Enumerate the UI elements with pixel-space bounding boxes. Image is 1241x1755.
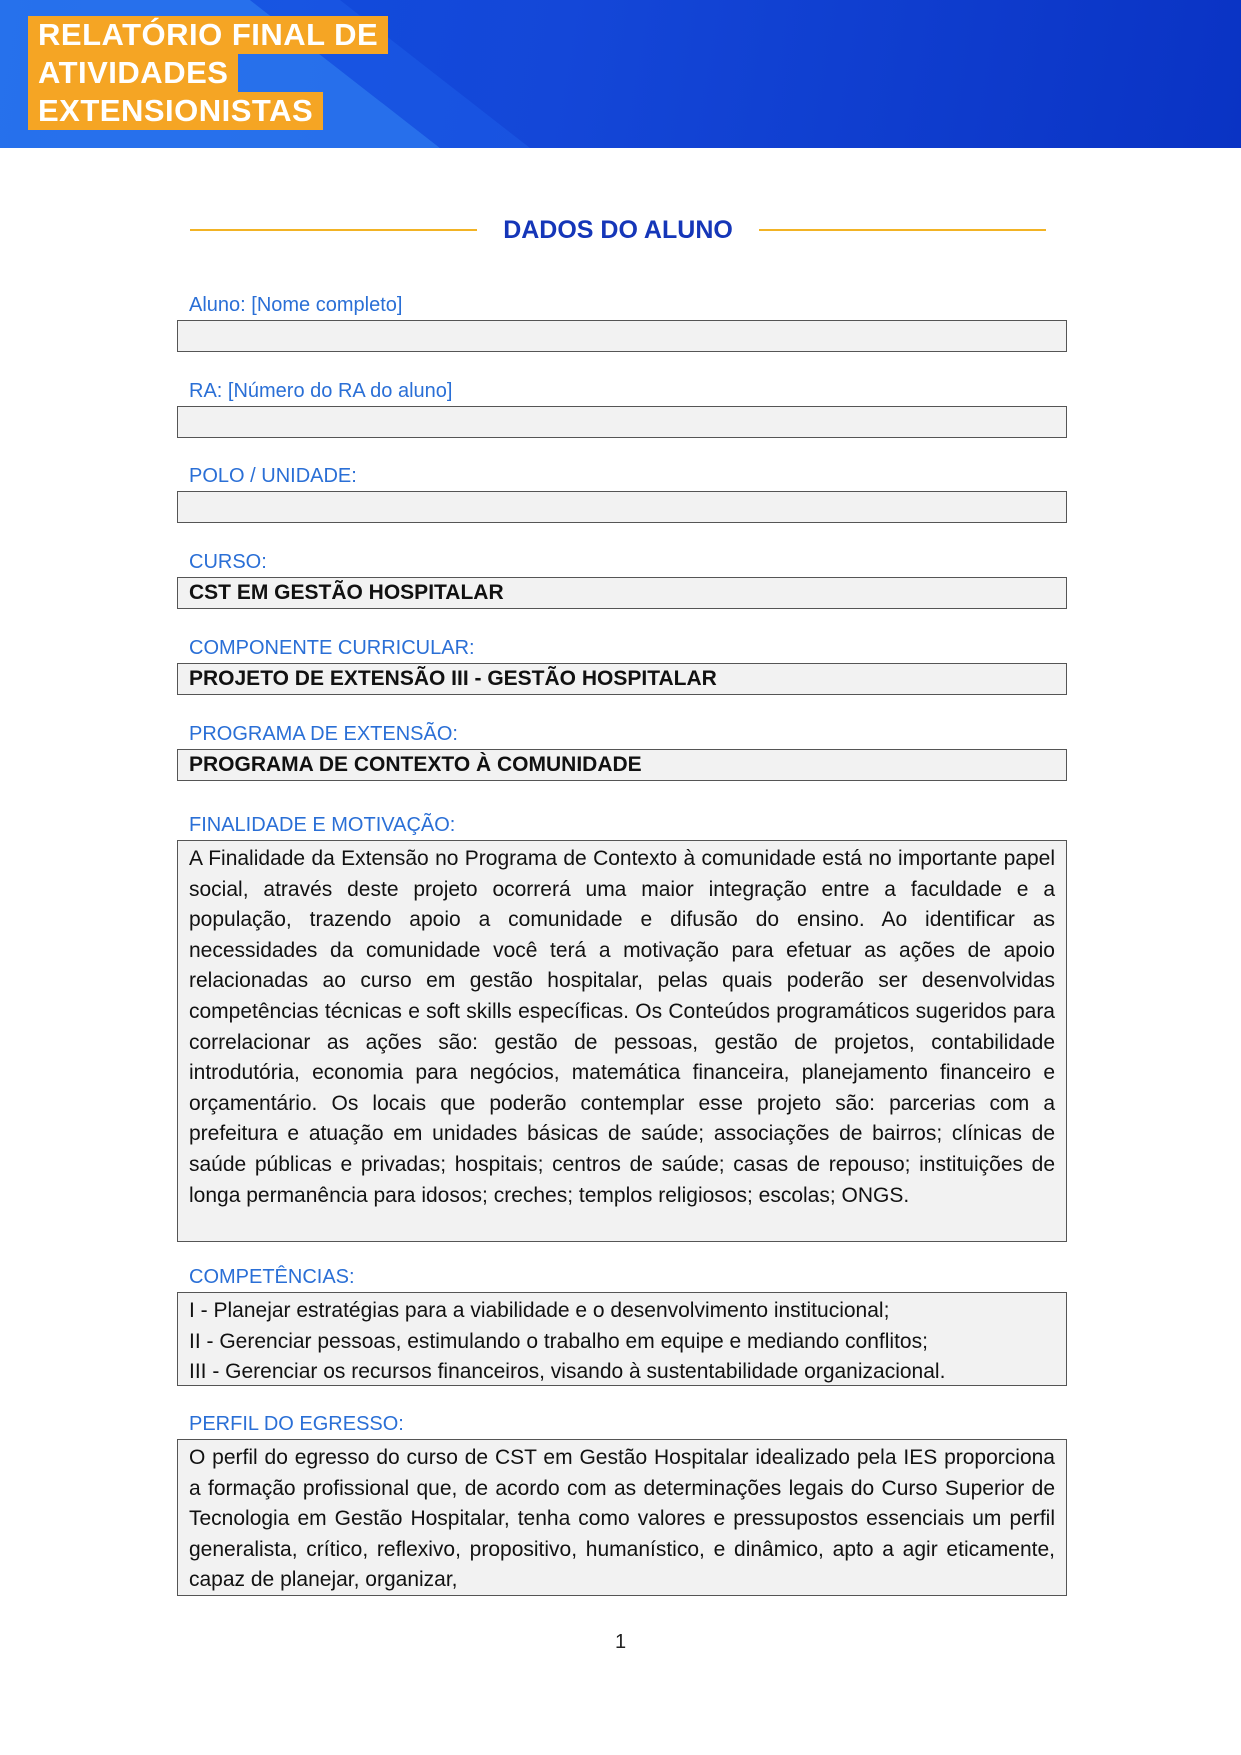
ra-input[interactable] (177, 406, 1067, 438)
report-title-line-3: EXTENSIONISTAS (28, 92, 323, 130)
report-title-line-1: RELATÓRIO FINAL DE (28, 16, 388, 54)
ra-label: RA: [Número do RA do aluno] (189, 380, 453, 402)
heading-rule-right (759, 229, 1046, 231)
competencias-list (177, 1292, 1067, 1386)
aluno-label: Aluno: [Nome completo] (189, 294, 403, 316)
polo-label: POLO / UNIDADE: (189, 465, 357, 487)
competencia-item: III - Gerenciar os recursos financeiros, visando à sustentabilidade organizacional. (189, 1360, 946, 1384)
section-heading (190, 208, 1046, 252)
curso-label: CURSO: (189, 551, 267, 573)
field-programa-extensao (177, 721, 1067, 781)
field-ra (177, 378, 1067, 438)
finalidade-label: FINALIDADE E MOTIVAÇÃO: (189, 814, 456, 836)
programa-value: PROGRAMA DE CONTEXTO À COMUNIDADE (177, 749, 1067, 781)
header-banner (0, 0, 1241, 148)
heading-rule-left (190, 229, 477, 231)
programa-label: PROGRAMA DE EXTENSÃO: (189, 723, 458, 745)
competencia-item: II - Gerenciar pessoas, estimulando o trabalho em equipe e mediando conflitos; (189, 1329, 928, 1353)
field-finalidade (177, 812, 1067, 1242)
polo-input[interactable] (177, 491, 1067, 523)
section-heading-text: DADOS DO ALUNO (503, 215, 733, 244)
field-componente-curricular (177, 635, 1067, 695)
competencias-label: COMPETÊNCIAS: (189, 1266, 355, 1288)
curso-value: CST EM GESTÃO HOSPITALAR (177, 577, 1067, 609)
field-perfil-egresso (177, 1411, 1067, 1596)
componente-value: PROJETO DE EXTENSÃO III - GESTÃO HOSPITALAR (177, 663, 1067, 695)
report-title (28, 16, 388, 130)
field-aluno (177, 292, 1067, 352)
field-polo (177, 463, 1067, 523)
field-competencias (177, 1264, 1067, 1386)
report-title-line-2: ATIVIDADES (28, 54, 238, 92)
perfil-label: PERFIL DO EGRESSO: (189, 1413, 404, 1435)
aluno-input[interactable] (177, 320, 1067, 352)
page-number: 1 (614, 1631, 627, 1653)
competencia-item: I - Planejar estratégias para a viabilidade e o desenvolvimento institucional; (189, 1299, 890, 1322)
finalidade-text: A Finalidade da Extensão no Programa de Contexto à comunidade está no importante papel social, através deste projeto ocorrerá uma maior integração entre a faculdade e a população, trazendo apoio a comunidade e difusão do ensino. Ao identificar as necessidades da comunidade você terá a motivação para efetuar as ações de apoio relacionadas ao curso em gestão hospitalar, pelas quais poderão ser desenvolvidas competências técnicas e soft skills específicas. Os Conteúdos programáticos sugeridos para correlacionar as ações são: gestão de pessoas, gestão de projetos, contabilidade introdutória, economia para negócios, matemática financeira, planejamento financeiro e orçamentário. Os locais que poderão contemplar esse projeto são: parcerias com a prefeitura e atuação em unidades básicas de saúde; associações de bairros; clínicas de saúde públicas e privadas; hospitais; centros de saúde; casas de repouso; instituições de longa permanência para idosos; creches; templos religiosos; escolas; ONGS. (177, 840, 1067, 1242)
field-curso (177, 549, 1067, 609)
perfil-text: O perfil do egresso do curso de CST em Gestão Hospitalar idealizado pela IES proporciona a formação profissional que, de acordo com as determinações legais do Curso Superior de Tecnologia em Gestão Hospitalar, tenha como valores e pressupostos essenciais um perfil generalista, crítico, reflexivo, propositivo, humanístico, e dinâmico, apto a agir eticamente, capaz de planejar, organizar, (177, 1439, 1067, 1596)
componente-label: COMPONENTE CURRICULAR: (189, 637, 475, 659)
